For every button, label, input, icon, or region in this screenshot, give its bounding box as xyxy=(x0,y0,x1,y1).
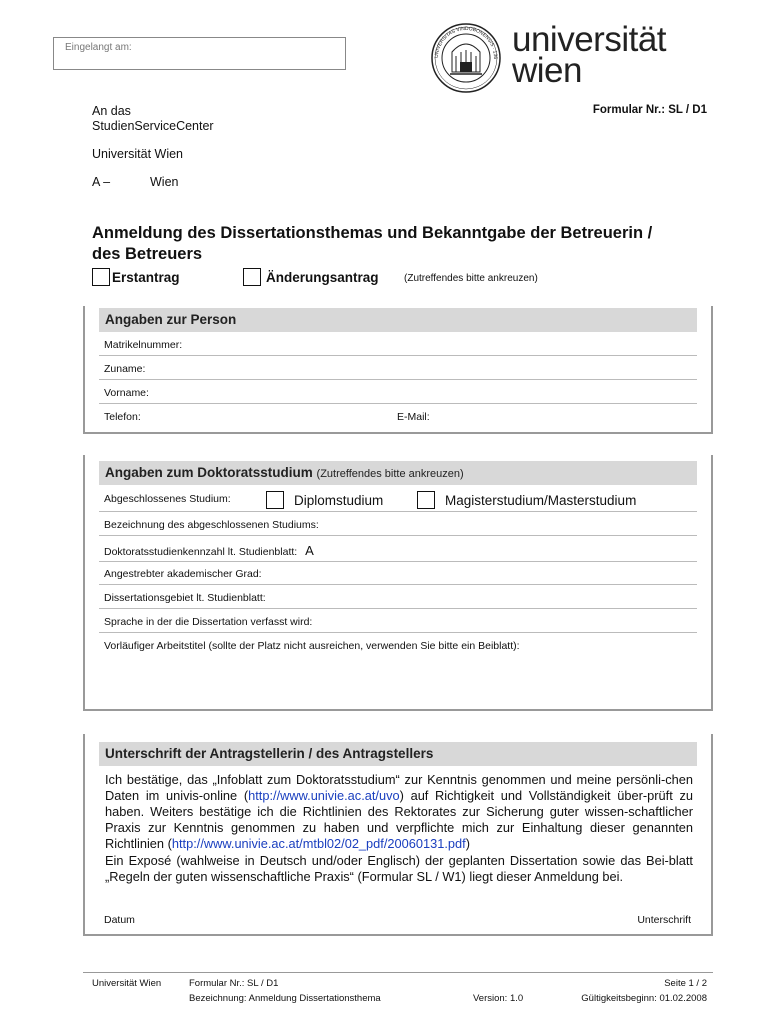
study-name-field[interactable] xyxy=(99,516,697,536)
footer-form: Formular Nr.: SL / D1 xyxy=(189,978,279,989)
declaration-text-c: ) xyxy=(465,836,470,851)
signature-label: Unterschrift xyxy=(637,914,691,926)
study-code-label: Doktoratsstudienkennzahl lt. Studienblatt: xyxy=(104,546,298,558)
change-application-label: Änderungsantrag xyxy=(266,269,379,285)
title-line2: des Betreuers xyxy=(92,245,203,263)
receipt-label: Eingelangt am: xyxy=(65,42,132,53)
study-heading xyxy=(99,461,697,485)
date-field[interactable] xyxy=(104,914,135,926)
first-application-checkbox[interactable] xyxy=(92,268,110,286)
declaration-paragraph-2: Ein Exposé (wahlweise in Deutsch und/oder Englisch) der geplanten Dissertation sowie das Bei-blatt „Regeln der guten wissenschaftliche Praxis“ (Formular SL / W1) liegt dieser Anmeldung bei. xyxy=(105,853,693,884)
footer-valid: Gültigkeitsbeginn: 01.02.2008 xyxy=(581,993,707,1004)
phone-field[interactable] xyxy=(104,411,141,423)
receipt-stamp-box[interactable] xyxy=(53,37,346,70)
magister-option xyxy=(417,491,636,509)
guidelines-link[interactable]: http://www.univie.ac.at/mtbl02/02_pdf/20060131.pdf xyxy=(171,836,466,851)
options-hint: (Zutreffendes bitte ankreuzen) xyxy=(404,273,538,284)
signature-heading: Unterschrift der Antragstellerin / des Antragstellers xyxy=(99,742,697,766)
footer-designation: Bezeichnung: Anmeldung Dissertationsthema xyxy=(189,993,381,1004)
email-label: E-Mail: xyxy=(397,411,430,423)
address-country: A – xyxy=(92,175,111,189)
contact-row xyxy=(99,408,697,428)
work-title-field[interactable] xyxy=(99,637,697,703)
footer-page: Seite 1 / 2 xyxy=(664,978,707,989)
application-type-options xyxy=(92,268,180,286)
declaration-text-a: Ich bestätige, das „Infoblatt zum Doktoratsstudium“ zur Kenntnis genommen und meine persönli-chen Daten im univis-online ( xyxy=(105,772,693,803)
change-application-option xyxy=(243,268,379,286)
magister-checkbox[interactable] xyxy=(417,491,435,509)
study-name-label: Bezeichnung des abgeschlossenen Studiums: xyxy=(104,519,319,531)
change-application-checkbox[interactable] xyxy=(243,268,261,286)
form-number: Formular Nr.: SL / D1 xyxy=(592,104,707,116)
work-title-label: Vorläufiger Arbeitstitel (sollte der Platz nicht ausreichen, verwenden Sie bitte ein Beiblatt): xyxy=(104,640,520,652)
svg-text:UNIVERSITAS VINDOBONENSIS · 13: UNIVERSITAS VINDOBONENSIS · 136 xyxy=(433,25,499,60)
signature-field[interactable] xyxy=(637,914,691,926)
signature-section xyxy=(83,734,713,936)
study-heading-hint: (Zutreffendes bitte ankreuzen) xyxy=(316,468,464,480)
surname-label: Zuname: xyxy=(104,363,146,375)
email-field[interactable] xyxy=(397,411,430,423)
degree-field[interactable] xyxy=(99,565,697,585)
university-wordmark xyxy=(512,20,667,90)
person-section xyxy=(83,306,713,434)
firstname-field[interactable] xyxy=(99,384,697,404)
study-code-prefix: A xyxy=(305,543,314,558)
address-city: Wien xyxy=(150,175,179,189)
person-heading: Angaben zur Person xyxy=(99,308,697,332)
surname-field[interactable] xyxy=(99,360,697,380)
first-application-label: Erstantrag xyxy=(112,269,180,285)
phone-label: Telefon: xyxy=(104,411,141,423)
footer-divider xyxy=(83,972,713,973)
declaration-text-b: ) auf Richtigkeit und Vollständigkeit über-prüft zu haben. Weiters bestätige ich die Richtlinien des Rektorates zur Sicherung guter wissen-schaftlicher Praxis zur Kenntnis genommen zu haben und verpflichte mich zur Einhaltung dieser genannten Richtlinien ( xyxy=(105,788,693,851)
completed-study-label: Abgeschlossenes Studium: xyxy=(104,493,231,505)
declaration-paragraph-1 xyxy=(105,772,693,852)
firstname-label: Vorname: xyxy=(104,387,149,399)
area-field[interactable] xyxy=(99,589,697,609)
wordmark-line1: universität xyxy=(512,20,667,59)
date-label: Datum xyxy=(104,914,135,926)
diplom-checkbox[interactable] xyxy=(266,491,284,509)
uvo-link[interactable]: http://www.univie.ac.at/uvo xyxy=(248,788,400,803)
address-line1: An das xyxy=(92,104,131,118)
footer-org: Universität Wien xyxy=(92,978,162,989)
university-seal-logo xyxy=(430,22,502,94)
signature-row xyxy=(99,910,697,930)
footer-version: Version: 1.0 xyxy=(473,993,524,1004)
address-block xyxy=(92,104,214,190)
magister-label: Magisterstudium/Masterstudium xyxy=(445,492,637,508)
study-heading-title: Angaben zum Doktoratsstudium xyxy=(105,465,313,480)
area-label: Dissertationsgebiet lt. Studienblatt: xyxy=(104,592,266,604)
title-line1: Anmeldung des Dissertationsthemas und Bekanntgabe der Betreuerin / xyxy=(92,224,653,242)
address-line3: Universität Wien xyxy=(92,147,183,161)
language-label: Sprache in der die Dissertation verfasst wird: xyxy=(104,616,313,628)
language-field[interactable] xyxy=(99,613,697,633)
study-section xyxy=(83,455,713,711)
page-title xyxy=(92,223,672,265)
degree-label: Angestrebter akademischer Grad: xyxy=(104,568,262,580)
address-line2: StudienServiceCenter xyxy=(92,119,214,133)
diplom-option xyxy=(266,491,383,509)
wordmark-line2: wien xyxy=(512,51,582,90)
completed-study-row xyxy=(99,490,697,512)
study-code-field[interactable] xyxy=(99,540,697,562)
matrikel-field[interactable] xyxy=(99,336,697,356)
diplom-label: Diplomstudium xyxy=(294,492,384,508)
matrikel-label: Matrikelnummer: xyxy=(104,339,183,351)
